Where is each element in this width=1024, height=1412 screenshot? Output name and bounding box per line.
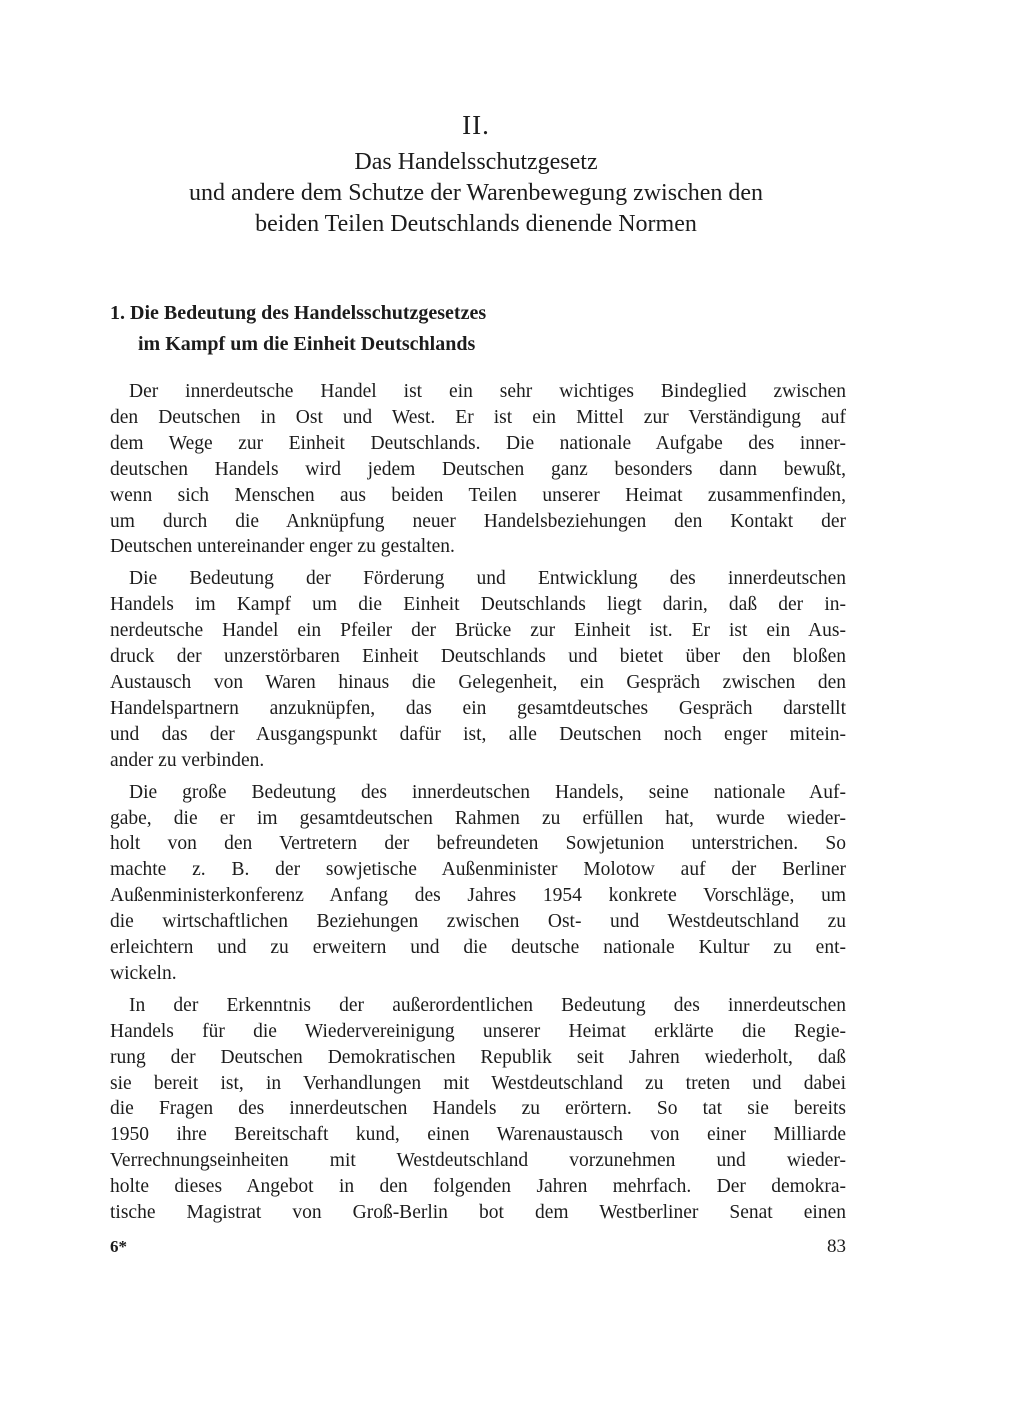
- text-line: Die Bedeutung der Förderung und Entwicklung des innerdeutschen: [129, 568, 846, 590]
- chapter-number: II.: [462, 110, 490, 140]
- text-line: Handels im Kampf um die Einheit Deutschlands liegt darin, daß der in-: [110, 594, 846, 616]
- text-line: wenn sich Menschen aus beiden Teilen unserer Heimat zusammenfinden,: [110, 484, 846, 506]
- text-line: In der Erkenntnis der außerordentlichen Bedeutung des innerdeutschen: [129, 994, 846, 1016]
- text-line: Handelspartnern anzuknüpfen, das ein gesamtdeutsches Gespräch darstellt: [110, 697, 846, 719]
- text-line: holte dieses Angebot in den folgenden Jahren mehrfach. Der demokra-: [110, 1176, 846, 1198]
- text-line: die Fragen des innerdeutschen Handels zu erörtern. So tat sie bereits: [110, 1098, 846, 1120]
- text-line: sie bereit ist, in Verhandlungen mit Westdeutschland zu treten und dabei: [110, 1072, 846, 1094]
- text-line: Austausch von Waren hinaus die Gelegenheit, ein Gespräch zwischen den: [110, 671, 846, 693]
- text-line: nerdeutsche Handel ein Pfeiler der Brücke zur Einheit ist. Er ist ein Aus-: [110, 620, 846, 642]
- text-line: Verrechnungseinheiten mit Westdeutschland vorzunehmen und wieder-: [110, 1150, 846, 1172]
- paragraph: [110, 993, 846, 1226]
- text-line: gabe, die er im gesamtdeutschen Rahmen zu erfüllen hat, wurde wieder-: [110, 807, 846, 829]
- paragraph: [110, 379, 846, 560]
- text-line: Deutschen untereinander enger zu gestalten.: [110, 536, 455, 558]
- section-heading-line: im Kampf um die Einheit Deutschlands: [138, 333, 476, 355]
- text-line: um durch die Anknüpfung neuer Handelsbeziehungen den Kontakt der: [110, 510, 846, 532]
- chapter-title-line: Das Handelsschutzgesetz: [354, 149, 598, 175]
- text-line: ander zu verbinden.: [110, 749, 265, 771]
- text-line: Außenministerkonferenz Anfang des Jahres 1954 konkrete Vorschläge, um: [110, 885, 846, 907]
- text-line: den Deutschen in Ost und West. Er ist ein Mittel zur Verständigung auf: [110, 406, 846, 428]
- text-line: wickeln.: [110, 962, 177, 984]
- text-line: deutschen Handels wird jedem Deutschen ganz besonders dann bewußt,: [110, 458, 846, 480]
- body-text: [110, 379, 846, 1232]
- text-line: machte z. B. der sowjetische Außenminister Molotow auf der Berliner: [110, 859, 846, 881]
- paragraph: [110, 566, 846, 773]
- text-line: 1950 ihre Bereitschaft kund, einen Warenaustausch von einer Milliarde: [110, 1124, 846, 1146]
- text-line: dem Wege zur Einheit Deutschlands. Die nationale Aufgabe des inner-: [110, 432, 846, 454]
- paragraph: [110, 780, 846, 987]
- text-line: rung der Deutschen Demokratischen Republik seit Jahren wiederholt, daß: [110, 1046, 846, 1068]
- section-heading: [110, 298, 850, 360]
- signature-mark: 6*: [110, 1237, 127, 1256]
- chapter-title-line: und andere dem Schutze der Warenbewegung zwischen den: [188, 180, 764, 206]
- text-line: Die große Bedeutung des innerdeutschen Handels, seine nationale Auf-: [129, 781, 846, 803]
- text-line: erleichtern und zu erweitern und die deutsche nationale Kultur zu ent-: [110, 937, 846, 959]
- section-heading-line: 1. Die Bedeutung des Handelsschutzgesetzes: [110, 302, 487, 324]
- chapter-title: [100, 147, 852, 240]
- text-line: holt von den Vertretern der befreundeten Sowjetunion unterstrichen. So: [110, 833, 846, 855]
- text-line: die wirtschaftlichen Beziehungen zwischen Ost- und Westdeutschland zu: [110, 911, 846, 933]
- chapter-title-line: beiden Teilen Deutschlands dienende Normen: [255, 211, 697, 237]
- text-line: tische Magistrat von Groß-Berlin bot dem Westberliner Senat einen: [110, 1202, 846, 1224]
- text-line: Handels für die Wiedervereinigung unserer Heimat erklärte die Regie-: [110, 1020, 846, 1042]
- text-line: druck der unzerstörbaren Einheit Deutschlands und bietet über den bloßen: [110, 646, 846, 668]
- text-line: Der innerdeutsche Handel ist ein sehr wichtiges Bindeglied zwischen: [129, 381, 846, 402]
- page-number: 83: [827, 1236, 846, 1257]
- text-line: und das der Ausgangspunkt dafür ist, alle Deutschen noch enger mitein-: [110, 723, 846, 745]
